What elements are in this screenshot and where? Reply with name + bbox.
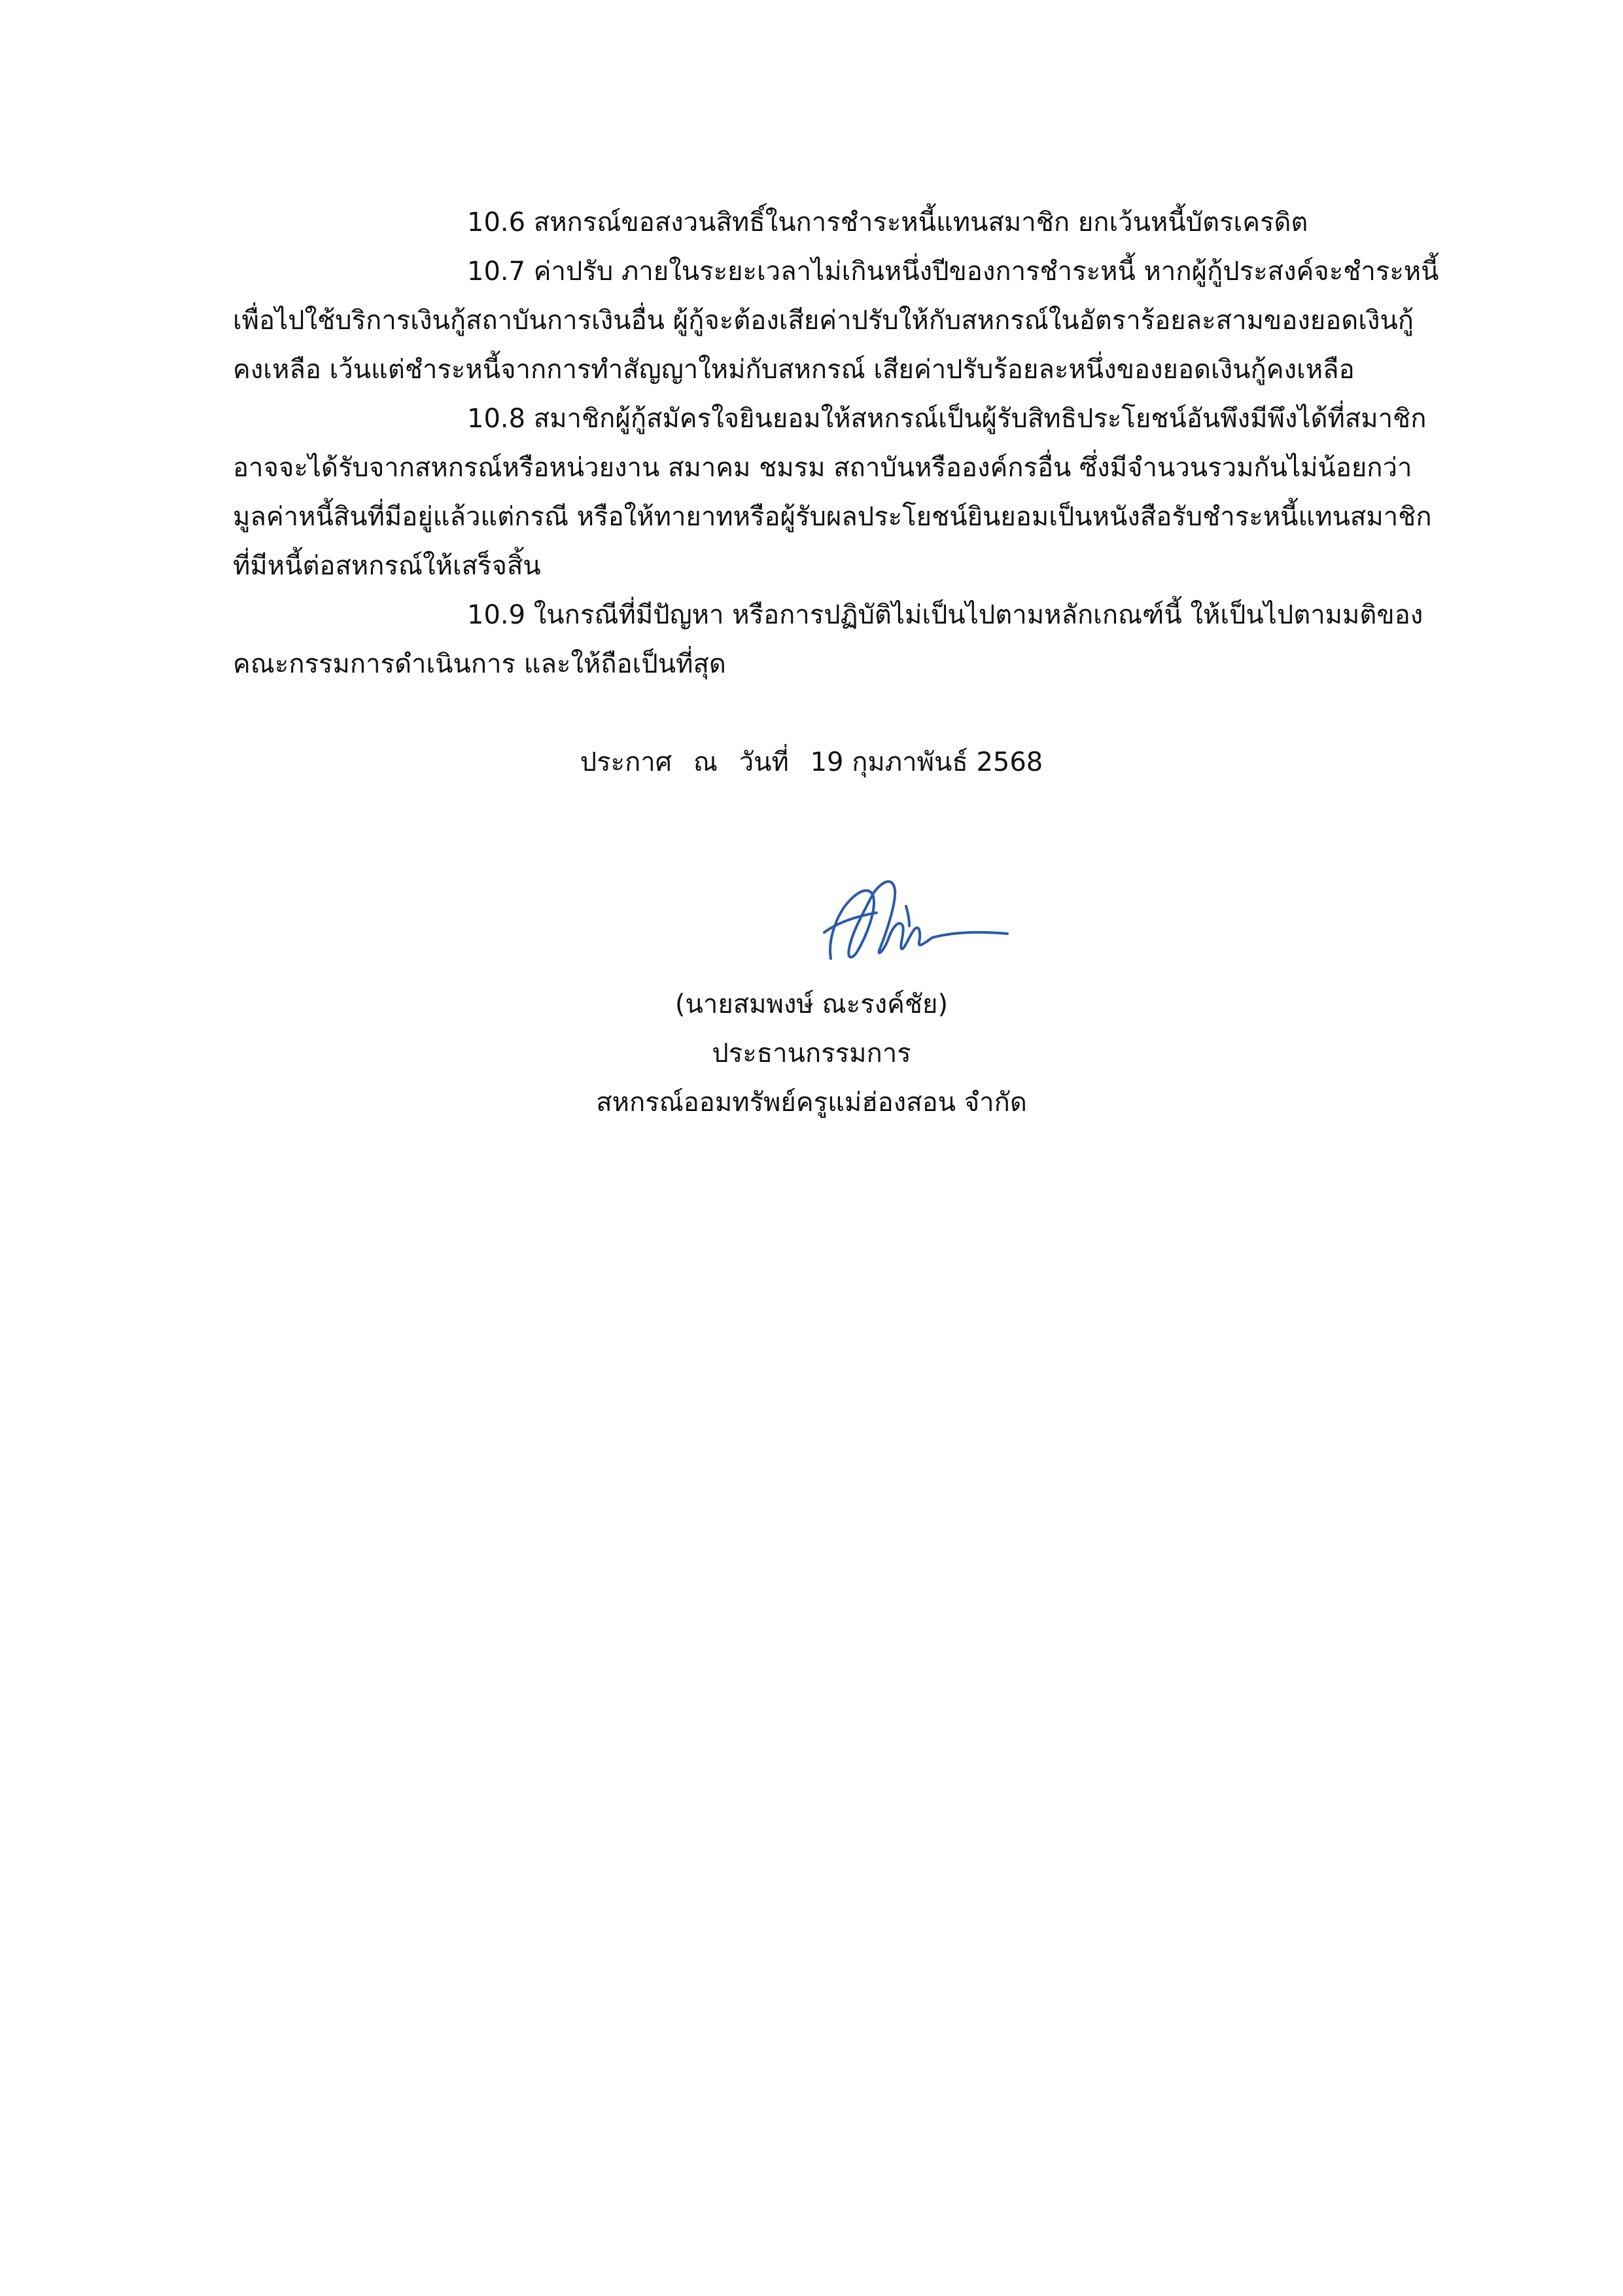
signatory-position: ประธานกรรมการ (712, 1038, 911, 1069)
announcement-date: 19 กุมภาพันธ์ 2568 (810, 747, 1043, 777)
clause-10-8-line-4: ที่มีหนี้ต่อสหกรณ์ให้เสร็จสิ้น (233, 551, 541, 581)
clause-10-7-line-3: คงเหลือ เว้นแต่ชำระหนี้จากการทำสัญญาใหม่กับสหกรณ์ เสียค่าปรับร้อยละหนึ่งของยอดเงินกู้คงเหลือ (233, 355, 1355, 385)
clause-10-6-line-1: 10.6 สหกรณ์ขอสงวนสิทธิ์ในการชำระหนี้แทนสมาชิก ยกเว้นหนี้บัตรเครดิต (467, 207, 1308, 238)
signatory-name: (นายสมพงษ์ ณะรงค์ชัย) (674, 989, 949, 1019)
clause-10-8-line-2: อาจจะได้รับจากสหกรณ์หรือหน่วยงาน สมาคม ชมรม สถาบันหรือองค์กรอื่น ซึ่งมีจำนวนรวมกันไม่น้อยกว่า (233, 453, 1412, 483)
announcement-word: ประกาศ (580, 747, 672, 777)
signature-image (811, 860, 1021, 972)
announcement-at: ณ (693, 747, 718, 777)
signatory-organization: สหกรณ์ออมทรัพย์ครูแม่ฮ่องสอน จำกัด (596, 1087, 1027, 1118)
clause-10-7-line-2: เพื่อไปใช้บริการเงินกู้สถาบันการเงินอื่น ผู้กู้จะต้องเสียค่าปรับให้กับสหกรณ์ในอัตราร้อยละสามของยอดเงินกู้ (233, 306, 1414, 336)
clause-10-7-line-1: 10.7 ค่าปรับ ภายในระยะเวลาไม่เกินหนึ่งปีของการชำระหนี้ หากผู้กู้ประสงค์จะชำระหนี้ (467, 256, 1439, 287)
clause-10-8-line-3: มูลค่าหนี้สินที่มีอยู่แล้วแต่กรณี หรือให้ทายาทหรือผู้รับผลประโยชน์ยินยอมเป็นหนังสือรับชำระหนี้แทนสมาชิก (233, 502, 1432, 532)
announcement-day-label: วันที่ (739, 747, 789, 777)
clause-10-9-line-1: 10.9 ในกรณีที่มีปัญหา หรือการปฏิบัติไม่เป็นไปตามหลักเกณฑ์นี้ ให้เป็นไปตามมติของ (467, 600, 1423, 630)
announcement-date-line (0, 743, 1623, 782)
clause-10-9-line-2: คณะกรรมการดำเนินการ และให้ถือเป็นที่สุด (233, 649, 726, 679)
clause-10-8-line-1: 10.8 สมาชิกผู้กู้สมัครใจยินยอมให้สหกรณ์เป็นผู้รับสิทธิประโยชน์อันพึงมีพึงได้ที่สมาชิก (467, 404, 1427, 434)
